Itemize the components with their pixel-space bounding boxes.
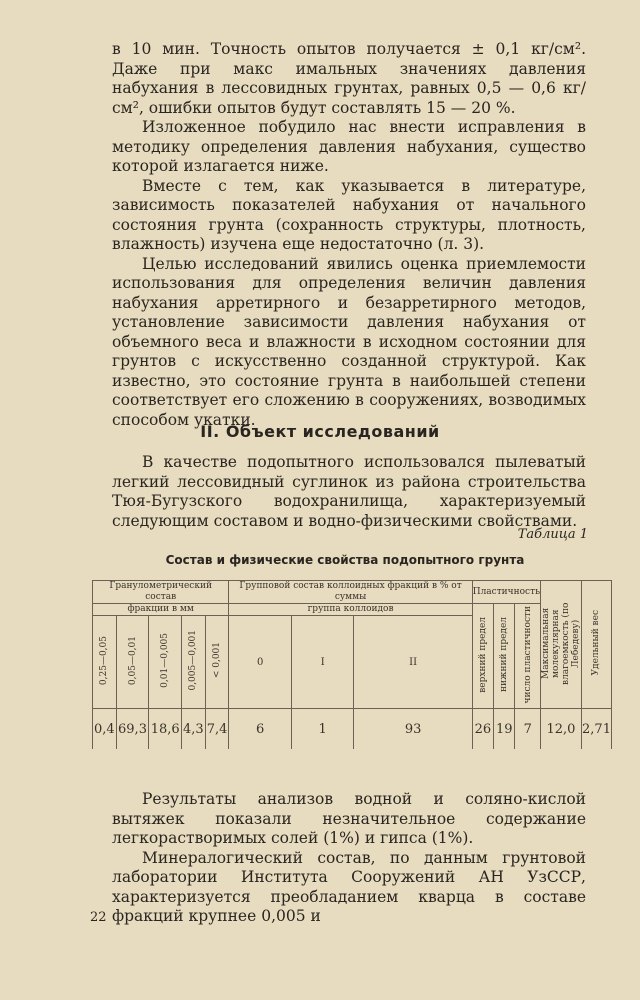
fraction-col: 0,05—0,01	[116, 616, 149, 709]
table-cell: 93	[354, 709, 472, 750]
table-cell: 6	[229, 709, 292, 750]
fraction-col: 0,25—0,05	[93, 616, 117, 709]
colloid-col: II	[354, 616, 472, 709]
table-cell: 19	[494, 709, 515, 750]
table-cell: 1	[291, 709, 354, 750]
plasticity-col-upper: верхний предел	[472, 604, 493, 709]
table-cell: 2,71	[581, 709, 611, 750]
table-cell: 69,3	[116, 709, 149, 750]
table-cell: 18,6	[149, 709, 182, 750]
results-text-block	[112, 790, 586, 927]
table-cell: 7	[515, 709, 541, 750]
paragraph: в 10 мин. Точность опытов получается ± 0,1 кг/см². Даже при макс имальных значениях давления набухания в лессовидных грунтах, равных 0,5 — 0,6 кг/см², ошибки опытов будут составлять 15 — 20 %.	[112, 40, 586, 117]
plasticity-col-lower: нижний предел	[494, 604, 515, 709]
colloid-col: I	[291, 616, 354, 709]
moisture-column-header: Максимальная молекулярная влагоемкость (по Лебедеву)	[540, 581, 581, 709]
specific-weight-column-header: Удельный вес	[581, 581, 611, 709]
section-heading: II. Объект исследований	[200, 422, 440, 441]
paragraph: В качестве подопытного использовался пылеватый легкий лессовидный суглинок из района строительства Тюя-Бугузского водохранилища, характеризуемый следующим составом и водно-физическими свойствами.	[112, 453, 586, 530]
table-cell: 12,0	[540, 709, 581, 750]
soil-properties-table	[92, 580, 612, 749]
table-title: Состав и физические свойства подопытного грунта	[165, 553, 525, 567]
paragraph: Результаты анализов водной и соляно-кислой вытяжек показали незначительное содержание легкорастворимых солей (1%) и гипса (1%).	[112, 790, 586, 847]
top-text-block	[112, 40, 586, 430]
table-cell: 4,3	[182, 709, 206, 750]
paragraph: Минералогический состав, по данным грунтовой лаборатории Института Сооружений АН УзССР, характеризуется преобладанием кварца в составе фракций крупнее 0,005 и	[112, 848, 586, 925]
paragraph: Вместе с тем, как указывается в литературе, зависимость показателей набухания от начального состояния грунта (сохранность структуры, плотность, влажность) изучена еще недостаточно (л. 3).	[112, 176, 586, 253]
table-cell: 26	[472, 709, 493, 750]
fraction-col: 0,005—0,001	[182, 616, 206, 709]
table-cell: 0,4	[93, 709, 117, 750]
fractions-header: фракции в мм	[93, 604, 229, 616]
paragraph: Изложенное побудило нас внести исправления в методику определения давления набухания, существо которой излагается ниже.	[112, 118, 586, 175]
fraction-col: 0,01—0,005	[149, 616, 182, 709]
fraction-col: < 0,001	[205, 616, 229, 709]
paragraph: Целью исследований явились оценка приемлемости использования для определения величин давления набухания арретирного и безарретирного методов, установление зависимости давления набухания от объемного веса и влажности в исходном состоянии для грунтов с искусственно созданной структурой. Как известно, это состояние грунта в наибольшей степени соответствует его сложению в сооружениях, возводимых способом укатки.	[112, 254, 586, 429]
table-row	[93, 709, 612, 750]
granulometric-header: Гранулометрический состав	[93, 581, 229, 604]
intro-text-block	[112, 453, 586, 531]
page-number: 22	[90, 910, 107, 925]
colloid-col: 0	[229, 616, 292, 709]
colloid-subheader: группа коллоидов	[229, 604, 472, 616]
plasticity-header: Пластичность	[472, 581, 540, 604]
table-label: Таблица 1	[517, 527, 588, 542]
table-cell: 7,4	[205, 709, 229, 750]
plasticity-col-index: число пластичности	[515, 604, 541, 709]
colloid-header: Групповой состав коллоидных фракций в % от суммы	[229, 581, 472, 604]
